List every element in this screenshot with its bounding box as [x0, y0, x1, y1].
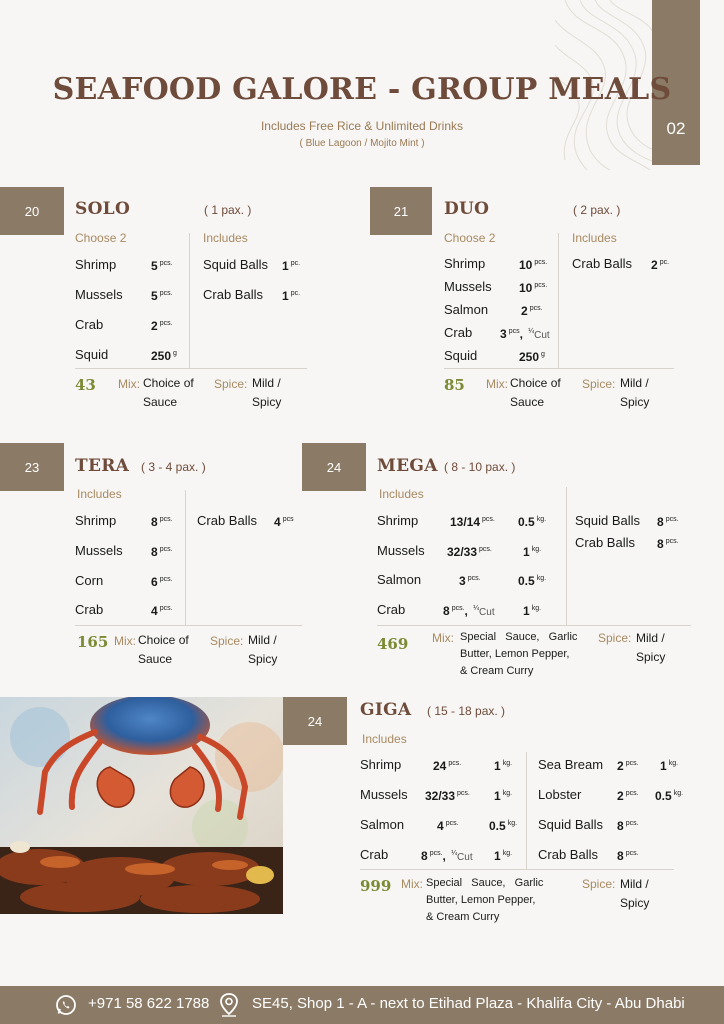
- spice-value: [620, 374, 649, 412]
- menu-item-weight: [494, 789, 512, 803]
- unit: pcs.: [625, 820, 639, 827]
- menu-item-name: Squid Balls: [575, 513, 641, 528]
- spice-label: Spice:: [582, 377, 616, 391]
- divider: [75, 368, 307, 369]
- meal-pax: ( 1 pax. ): [204, 203, 252, 217]
- unit: g: [541, 351, 545, 358]
- menu-item-qty: [519, 281, 547, 295]
- unit: kg.: [502, 760, 513, 767]
- menu-item-weight: [655, 789, 683, 803]
- spice-line: Spicy: [620, 896, 650, 910]
- menu-item-name: Salmon: [377, 572, 422, 587]
- cut-label: Cut: [457, 852, 473, 863]
- fraction: ¼: [451, 850, 458, 857]
- meal-pax: ( 8 - 10 pax. ): [444, 460, 516, 474]
- qty-value: 6: [151, 575, 158, 589]
- weight-value: 1: [494, 759, 501, 773]
- menu-item-name: Crab: [360, 847, 389, 862]
- meal-number-badge: 24: [283, 697, 347, 745]
- column-divider: [558, 233, 559, 368]
- unit: pcs: [282, 516, 294, 523]
- unit: pcs: [508, 328, 520, 335]
- includes-label: Includes: [362, 732, 407, 746]
- qty-value: 3: [500, 327, 507, 341]
- menu-item-qty: [450, 515, 495, 529]
- menu-item-name: Sea Bream: [538, 757, 604, 772]
- qty-value: 8: [657, 515, 664, 529]
- unit: pc.: [290, 260, 301, 267]
- menu-item-name: Crab Balls: [572, 256, 632, 271]
- menu-item-qty: 8 $^{pcs.}$, $^{\frac{1}{4}}$Cut: [421, 849, 473, 863]
- meal-pax: ( 2 pax. ): [573, 203, 621, 217]
- menu-item-qty: [274, 515, 294, 529]
- menu-item-name: Salmon: [444, 302, 489, 317]
- qty-value: 13/14: [450, 515, 481, 529]
- drinks-note: ( Blue Lagoon / Mojito Mint ): [299, 138, 425, 149]
- menu-item-qty: [617, 819, 639, 833]
- meal-name: TERA: [75, 456, 130, 476]
- unit: pcs.: [625, 850, 639, 857]
- unit: pcs.: [159, 516, 173, 523]
- qty-value: 2: [617, 759, 624, 773]
- qty-value: 1: [282, 289, 289, 303]
- qty-value: 32/33: [447, 545, 478, 559]
- unit: pcs.: [625, 790, 639, 797]
- qty-value: 8: [617, 849, 624, 863]
- menu-item-qty: [151, 545, 173, 559]
- mix-value: [510, 374, 561, 412]
- divider: [444, 368, 674, 369]
- menu-item-qty: [519, 350, 545, 364]
- menu-item-qty: [657, 515, 679, 529]
- qty-value: 2: [617, 789, 624, 803]
- weight-value: 0.5: [489, 819, 506, 833]
- unit: pcs.: [448, 760, 462, 767]
- column-divider: [185, 490, 186, 625]
- mix-line: Butter, Lemon Pepper,: [426, 894, 536, 906]
- unit: kg.: [536, 516, 547, 523]
- crab-painting-image: [0, 697, 283, 914]
- unit: kg.: [536, 575, 547, 582]
- menu-item-qty: [151, 259, 173, 273]
- qty-value: 2: [151, 319, 158, 333]
- qty-value: 5: [151, 259, 158, 273]
- qty-value: 3: [459, 574, 466, 588]
- mix-line: & Cream Curry: [426, 911, 500, 923]
- unit: kg.: [502, 790, 513, 797]
- column-divider: [566, 487, 567, 625]
- mix-label: Mix:: [118, 377, 140, 391]
- menu-item-qty: [151, 604, 173, 618]
- menu-item-qty: [651, 258, 669, 272]
- menu-item-qty: [151, 515, 173, 529]
- qty-value: 10: [519, 258, 533, 272]
- unit: pcs.: [159, 605, 173, 612]
- spice-line: Mild /: [620, 877, 649, 891]
- meal-price: 85: [444, 376, 465, 394]
- weight-value: 0.5: [518, 574, 535, 588]
- menu-item-weight: [523, 604, 541, 618]
- menu-item-qty: 3 $^{pcs}$, $^{\frac{1}{4}}$Cut: [500, 327, 550, 341]
- weight-value: 1: [494, 849, 501, 863]
- menu-item-name: Shrimp: [377, 513, 419, 528]
- spice-line: Spicy: [248, 652, 278, 666]
- qty-value: 8: [151, 545, 158, 559]
- unit: pcs.: [451, 605, 465, 612]
- menu-item-name: Mussels: [360, 787, 408, 802]
- unit: pcs.: [665, 538, 679, 545]
- meal-number-badge: 21: [370, 187, 432, 235]
- unit: pc.: [290, 290, 301, 297]
- unit: pcs.: [159, 260, 173, 267]
- unit: kg.: [673, 790, 684, 797]
- meal-price: 43: [75, 376, 96, 394]
- unit: kg.: [502, 850, 513, 857]
- spice-label: Spice:: [210, 634, 244, 648]
- weight-value: 1: [494, 789, 501, 803]
- menu-item-name: Crab: [444, 325, 473, 340]
- menu-item-name: Squid Balls: [203, 257, 269, 272]
- unit: pcs.: [467, 575, 481, 582]
- qty-value: 8: [617, 819, 624, 833]
- unit: pcs.: [534, 259, 548, 266]
- menu-item-qty: [437, 819, 459, 833]
- weight-value: 1: [523, 604, 530, 618]
- menu-item-weight: [660, 759, 678, 773]
- choose-label: Choose 2: [444, 231, 496, 245]
- menu-item-qty: [617, 789, 639, 803]
- meal-name: MEGA: [377, 456, 438, 476]
- spice-value: [620, 875, 649, 913]
- menu-item-weight: [518, 515, 546, 529]
- column-divider: [189, 233, 190, 368]
- mix-label: Mix:: [432, 631, 454, 645]
- mix-label: Mix:: [114, 634, 136, 648]
- unit: kg.: [531, 605, 542, 612]
- weight-value: 0.5: [518, 515, 535, 529]
- menu-item-qty: [617, 759, 639, 773]
- menu-item-name: Corn: [75, 573, 104, 588]
- mix-value: [143, 374, 194, 412]
- qty-value: 8: [421, 849, 428, 863]
- includes-label: Includes: [203, 231, 248, 245]
- menu-item-name: Crab Balls: [575, 535, 635, 550]
- address[interactable]: SE45, Shop 1 - A - next to Etihad Plaza - Khalifa City - Abu Dhabi: [252, 995, 685, 1012]
- meal-name: GIGA: [360, 700, 412, 720]
- meal-number-badge: 23: [0, 443, 64, 491]
- menu-item-name: Shrimp: [75, 257, 117, 272]
- unit: pcs.: [159, 546, 173, 553]
- unit: pcs.: [625, 760, 639, 767]
- spice-line: Mild /: [252, 376, 281, 390]
- menu-item-qty: [151, 575, 173, 589]
- mix-line: Choice of: [138, 633, 189, 647]
- spice-line: Spicy: [620, 395, 650, 409]
- meal-name: DUO: [444, 199, 490, 219]
- qty-value: 32/33: [425, 789, 456, 803]
- qty-value: 4: [274, 515, 281, 529]
- qty-value: 2: [651, 258, 658, 272]
- menu-item-name: Squid Balls: [538, 817, 604, 832]
- menu-item-qty: [282, 289, 300, 303]
- qty-value: 250: [519, 350, 540, 364]
- meal-name: SOLO: [75, 199, 131, 219]
- menu-item-qty: [425, 789, 470, 803]
- menu-item-name: Crab Balls: [538, 847, 598, 862]
- page-title: SEAFOOD GALORE - GROUP MEALS: [52, 72, 672, 107]
- mix-value: [138, 631, 189, 669]
- qty-value: 4: [437, 819, 444, 833]
- menu-item-name: Crab: [75, 317, 104, 332]
- menu-item-qty: [282, 259, 300, 273]
- meal-number-badge: 20: [0, 187, 64, 235]
- qty-value: 24: [433, 759, 447, 773]
- fraction: ¼: [473, 605, 480, 612]
- menu-item-qty: [617, 849, 639, 863]
- unit: pcs.: [665, 516, 679, 523]
- mix-line: Special Sauce, Garlic: [460, 631, 578, 643]
- mix-line: Choice of: [143, 376, 194, 390]
- fraction: ¼: [528, 328, 535, 335]
- spice-value: [248, 631, 277, 669]
- qty-value: 1: [282, 259, 289, 273]
- meal-pax: ( 3 - 4 pax. ): [141, 460, 206, 474]
- mix-label: Mix:: [486, 377, 508, 391]
- menu-item-qty: [657, 537, 679, 551]
- menu-item-qty: [521, 304, 543, 318]
- divider: [360, 869, 674, 870]
- unit: pcs.: [479, 546, 492, 553]
- menu-item-qty: [519, 258, 547, 272]
- phone-number[interactable]: +971 58 622 1788: [88, 995, 210, 1012]
- column-divider: [526, 752, 527, 870]
- spice-line: Mild /: [636, 631, 665, 645]
- mix-value: [426, 875, 556, 926]
- unit: pcs.: [429, 850, 443, 857]
- meal-price: 469: [377, 635, 409, 653]
- mix-line: & Cream Curry: [460, 665, 534, 677]
- qty-value: 5: [151, 289, 158, 303]
- qty-value: 250: [151, 349, 172, 363]
- menu-item-name: Crab: [377, 602, 406, 617]
- menu-item-name: Squid: [75, 347, 109, 362]
- meal-pax: ( 15 - 18 pax. ): [427, 704, 506, 718]
- qty-value: 10: [519, 281, 533, 295]
- menu-item-name: Mussels: [75, 543, 123, 558]
- spice-value: [636, 629, 665, 667]
- unit: pcs.: [159, 320, 173, 327]
- unit: kg.: [507, 820, 518, 827]
- menu-item-weight: [494, 759, 512, 773]
- qty-value: 4: [151, 604, 158, 618]
- spice-line: Spicy: [636, 650, 666, 664]
- menu-item-name: Squid: [444, 348, 478, 363]
- mix-line: Sauce: [143, 395, 178, 409]
- unit: kg.: [668, 760, 679, 767]
- unit: pcs.: [457, 790, 470, 797]
- cut-label: Cut: [534, 330, 550, 341]
- menu-item-name: Salmon: [360, 817, 405, 832]
- menu-item-name: Mussels: [377, 543, 425, 558]
- menu-item-name: Shrimp: [444, 256, 486, 271]
- menu-item-name: Crab Balls: [197, 513, 257, 528]
- location-pin-icon: [218, 992, 240, 1018]
- mix-line: Special Sauce, Garlic: [426, 877, 544, 889]
- divider: [75, 625, 302, 626]
- qty-value: 8: [443, 604, 450, 618]
- spice-line: Spicy: [252, 395, 282, 409]
- qty-value: 8: [657, 537, 664, 551]
- spice-label: Spice:: [214, 377, 248, 391]
- mix-line: Butter, Lemon Pepper,: [460, 648, 570, 660]
- menu-item-qty: [151, 289, 173, 303]
- qty-value: 8: [151, 515, 158, 529]
- menu-item-name: Crab Balls: [203, 287, 263, 302]
- spice-line: Mild /: [620, 376, 649, 390]
- cut-label: Cut: [479, 607, 495, 618]
- unit: kg.: [531, 546, 542, 553]
- meal-price: 999: [360, 877, 392, 895]
- unit: pcs.: [445, 820, 459, 827]
- footer-bar: [0, 986, 724, 1024]
- menu-item-qty: [447, 545, 492, 559]
- meal-number-badge: 24: [302, 443, 366, 491]
- unit: pcs.: [159, 576, 173, 583]
- mix-line: Sauce: [510, 395, 545, 409]
- mix-line: Sauce: [138, 652, 173, 666]
- menu-item-qty: [459, 574, 481, 588]
- page-number: 02: [666, 119, 686, 138]
- unit: pcs.: [159, 290, 173, 297]
- mix-value: [460, 629, 594, 680]
- menu-item-qty: [433, 759, 461, 773]
- menu-item-qty: [151, 349, 177, 363]
- menu-item-name: Crab: [75, 602, 104, 617]
- unit: pcs.: [534, 282, 548, 289]
- menu-item-weight: [523, 545, 541, 559]
- spice-value: [252, 374, 281, 412]
- menu-item-qty: 8 $^{pcs.}$, $^{\frac{1}{4}}$Cut: [443, 604, 495, 618]
- meal-price: 165: [77, 633, 109, 651]
- unit: pcs.: [482, 516, 495, 523]
- includes-label: Includes: [379, 487, 424, 501]
- menu-item-qty: [151, 319, 173, 333]
- menu-item-weight: [489, 819, 517, 833]
- menu-item-weight: [518, 574, 546, 588]
- menu-item-name: Mussels: [75, 287, 123, 302]
- page-subtitle: Includes Free Rice & Unlimited Drinks: [260, 119, 464, 133]
- divider: [377, 625, 691, 626]
- menu-item-name: Shrimp: [75, 513, 117, 528]
- menu-item-name: Shrimp: [360, 757, 402, 772]
- weight-value: 1: [523, 545, 530, 559]
- spice-label: Spice:: [582, 877, 616, 891]
- spice-label: Spice:: [598, 631, 632, 645]
- unit: pcs.: [529, 305, 543, 312]
- weight-value: 1: [660, 759, 667, 773]
- choose-label: Choose 2: [75, 231, 127, 245]
- mix-label: Mix:: [401, 877, 423, 891]
- menu-item-weight: [494, 849, 512, 863]
- menu-item-name: Mussels: [444, 279, 492, 294]
- spice-line: Mild /: [248, 633, 277, 647]
- mix-line: Choice of: [510, 376, 561, 390]
- includes-label: Includes: [77, 487, 122, 501]
- whatsapp-icon[interactable]: [55, 994, 77, 1016]
- unit: g: [173, 350, 177, 357]
- weight-value: 0.5: [655, 789, 672, 803]
- qty-value: 2: [521, 304, 528, 318]
- unit: pc.: [659, 259, 670, 266]
- includes-label: Includes: [572, 231, 617, 245]
- menu-item-name: Lobster: [538, 787, 582, 802]
